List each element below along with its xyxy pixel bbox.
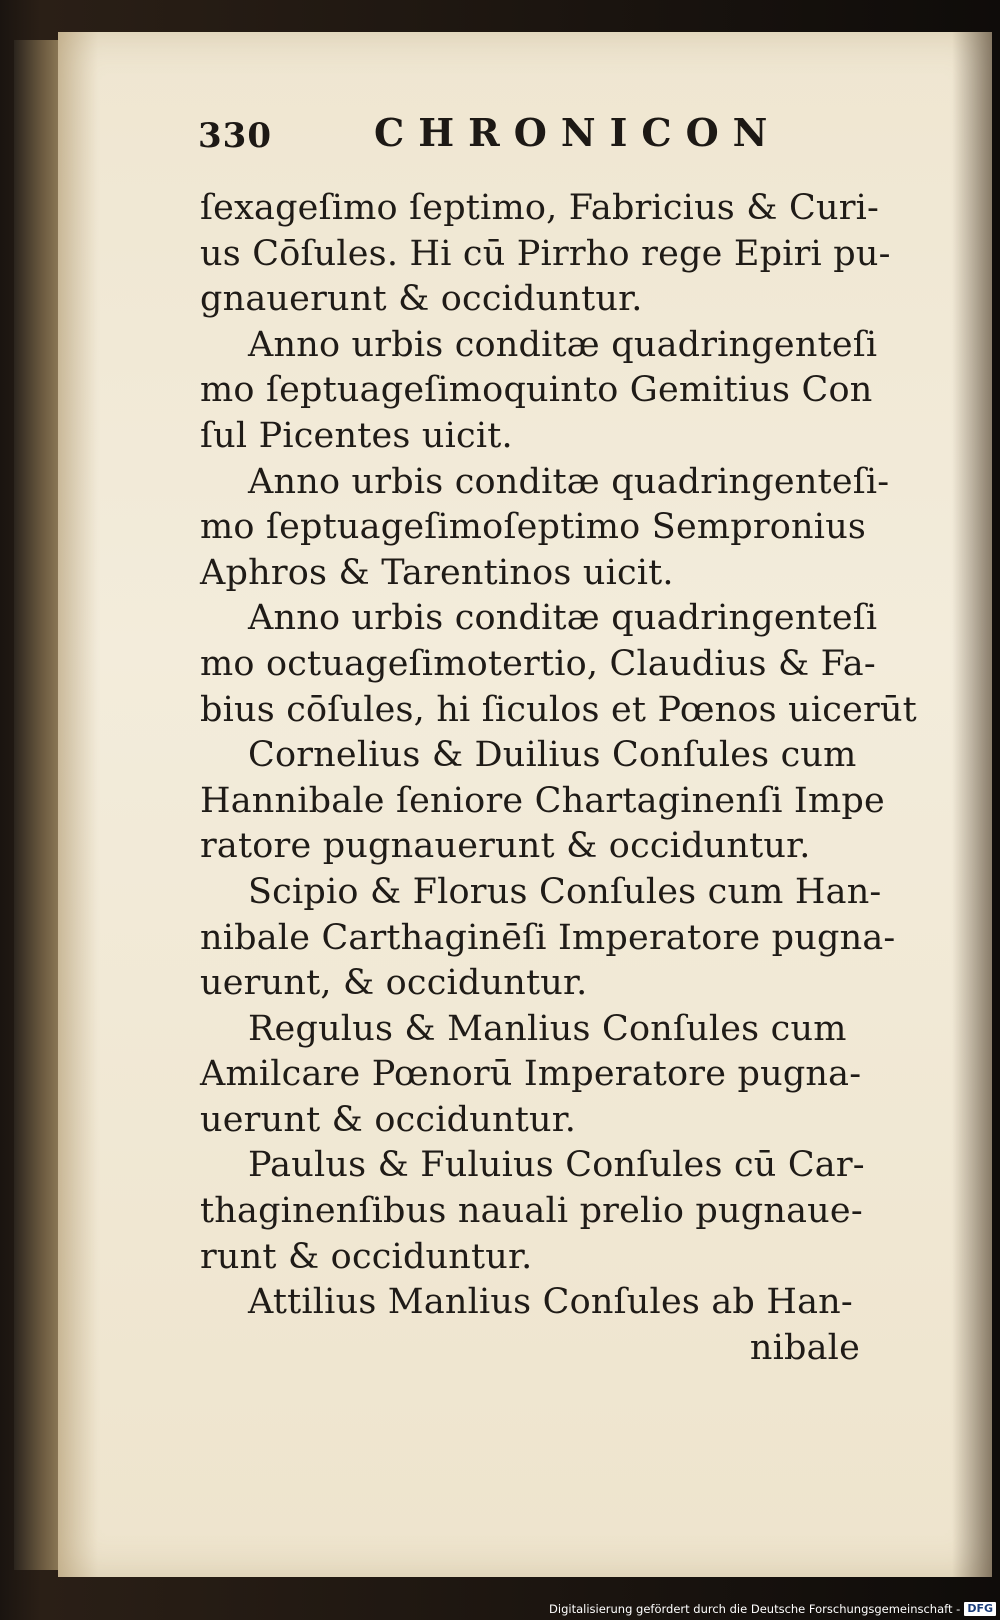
catchword: nibale [749,1327,860,1368]
page-gutter-shadow [952,32,992,1577]
running-title: CHRONICON [374,110,782,155]
text-line: Hannibale ſeniore Chartaginenſi Impe [200,780,885,821]
text-line: Anno urbis conditæ quadringenteſi- [248,461,890,502]
page-header [198,110,782,170]
text-line: Aphros & Tarentinos uicit. [200,552,674,593]
text-line: nibale Carthaginēſi Imperatore pugna- [200,917,896,958]
text-line: ſexageſimo ſeptimo, Fabricius & Curi- [200,188,880,228]
text-line: gnauerunt & occiduntur. [200,279,643,320]
text-line: Regulus & Manlius Conſules cum [248,1008,847,1049]
folio-number: 330 [198,116,272,156]
text-line: thaginenſibus nauali prelio pugnaue- [200,1191,863,1232]
text-line: Cornelius & Duilius Conſules cum [248,735,857,776]
credit-text: Digitalisierung gefördert durch die Deutsche Forschungsgemeinschaft - [549,1602,961,1616]
text-line: Attilius Manlius Conſules ab Han- [248,1282,853,1323]
dfg-logo: DFG [964,1602,996,1616]
body-text [200,186,917,1371]
text-line: bius cōſules, hi ſiculos et Pœnos uicerūt [200,689,917,730]
text-line: ſul Picentes uicit. [200,415,513,456]
text-line: runt & occiduntur. [200,1236,533,1277]
text-line: mo ſeptuageſimoſeptimo Sempronius [200,507,867,548]
text-line: Scipio & Florus Conſules cum Han- [248,871,882,912]
text-line: ratore pugnauerunt & occiduntur. [200,826,811,867]
text-line: us Cōſules. Hi cū Pirrho rege Epiri pu- [200,233,891,274]
text-line: uerunt & occiduntur. [200,1099,577,1140]
text-line: Anno urbis conditæ quadringenteſi [248,324,878,365]
text-line: Paulus & Fuluius Conſules cū Car- [248,1145,865,1186]
text-line: uerunt, & occiduntur. [200,963,588,1004]
text-line: mo ſeptuageſimoquinto Gemitius Con [200,370,873,411]
text-line: Anno urbis conditæ quadringenteſi [248,598,878,639]
digitization-credit [549,1600,996,1618]
text-line: Amilcare Pœnorū Imperatore pugna- [200,1054,862,1095]
text-line: mo octuageſimotertio, Claudius & Fa- [200,643,876,684]
